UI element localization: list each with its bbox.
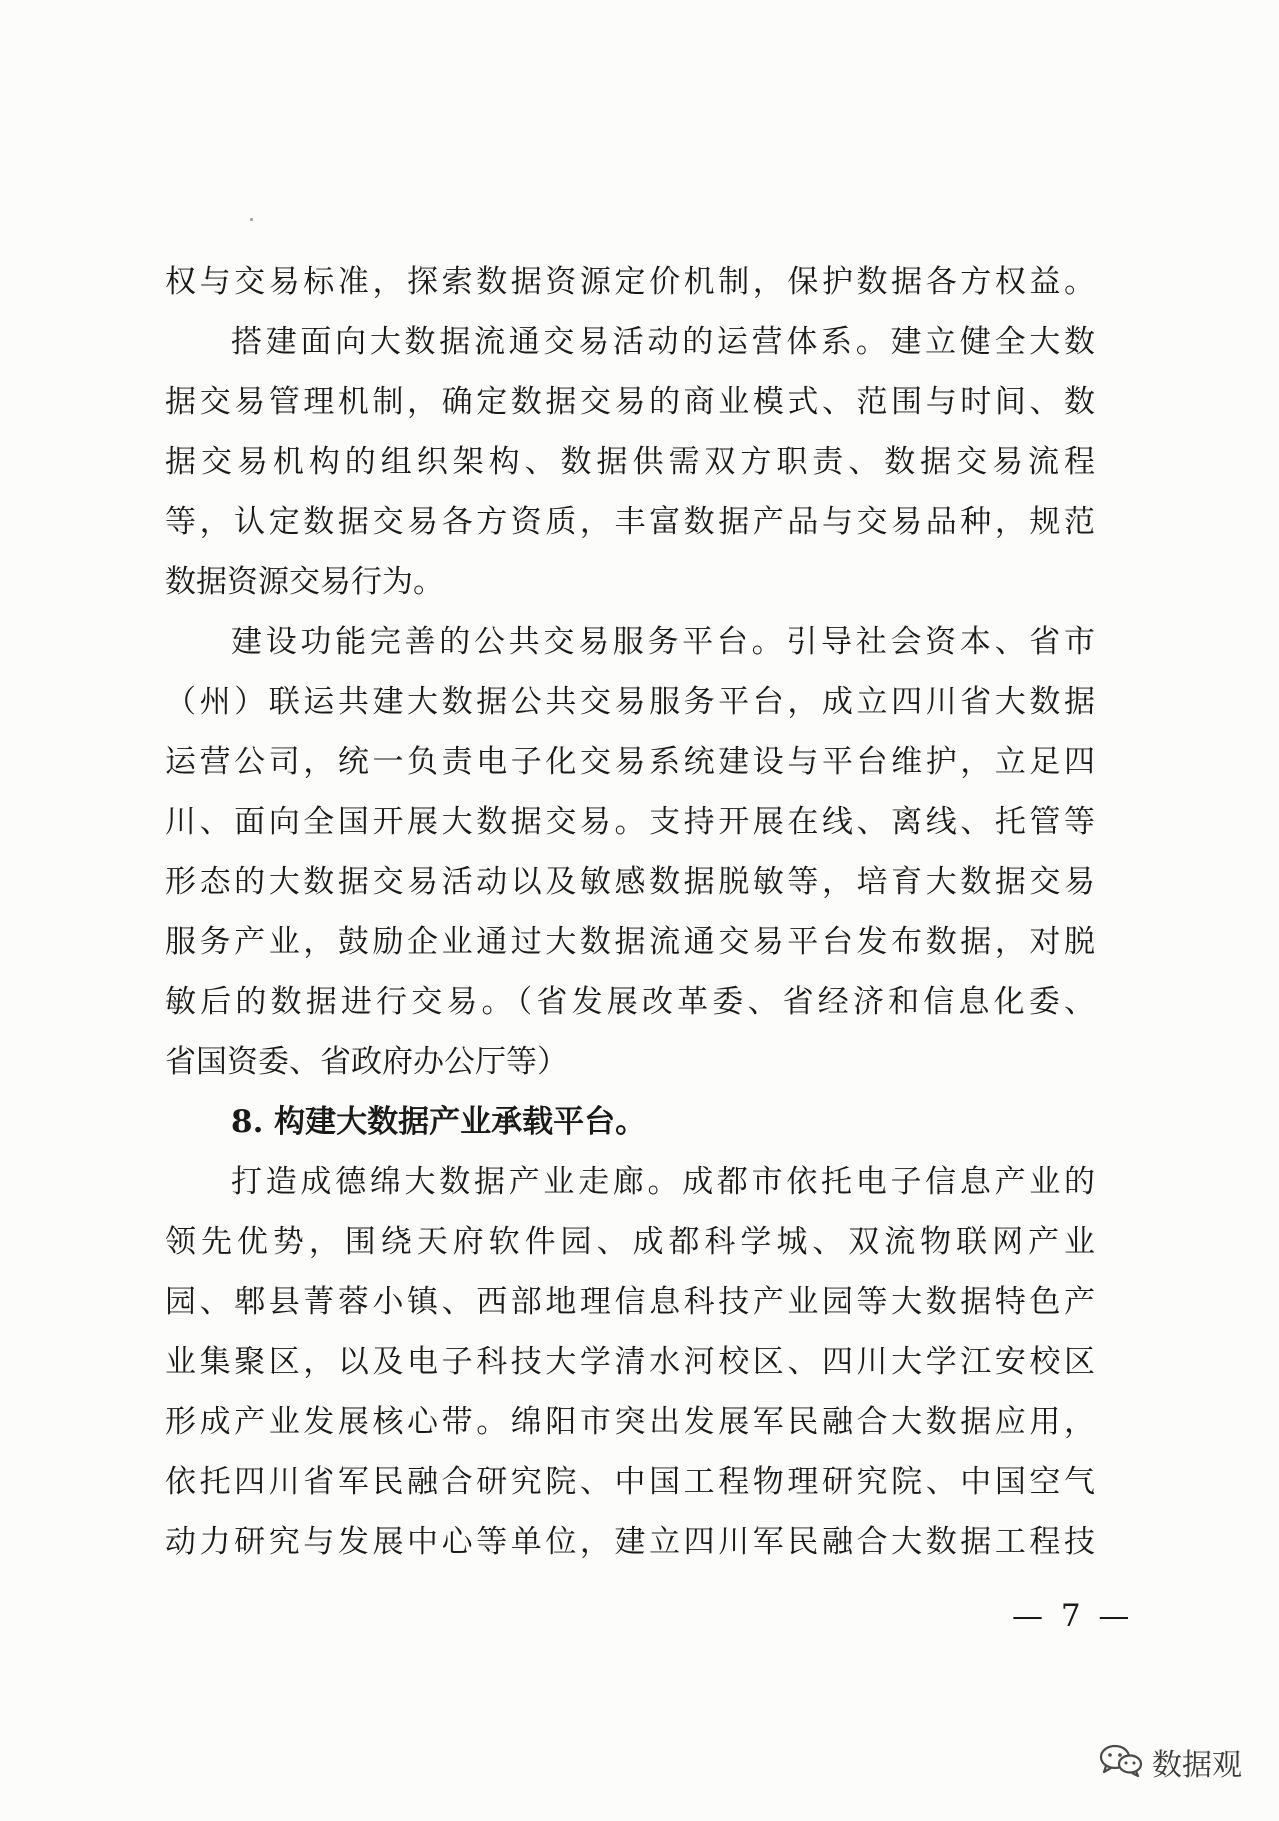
text-line: 业集聚区，以及电子科技大学清水河校区、四川大学江安校区 (165, 1344, 1095, 1380)
text-line: 川、面向全国开展大数据交易。支持开展在线、离线、托管等 (165, 804, 1095, 840)
section-heading: 8. 构建大数据产业承载平台。 (231, 1104, 647, 1140)
document-body (165, 252, 1095, 1572)
scan-speck (250, 218, 253, 221)
text-line: 领先优势，围绕天府软件园、成都科学城、双流物联网产业 (165, 1224, 1095, 1260)
text-line: 形成产业发展核心带。绵阳市突出发展军民融合大数据应用， (165, 1404, 1095, 1440)
text-line: 搭建面向大数据流通交易活动的运营体系。建立健全大数 (231, 324, 1095, 360)
text-line: 据交易机构的组织架构、数据供需双方职责、数据交易流程 (165, 444, 1095, 480)
text-line: 权与交易标准，探索数据资源定价机制，保护数据各方权益。 (165, 264, 1095, 300)
wechat-icon (1098, 1742, 1144, 1782)
text-line: 建设功能完善的公共交易服务平台。引导社会资本、省市 (231, 624, 1095, 660)
text-line: 运营公司，统一负责电子化交易系统建设与平台维护，立足四 (165, 744, 1095, 780)
text-line: 形态的大数据交易活动以及敏感数据脱敏等，培育大数据交易 (165, 864, 1095, 900)
text-line: （州）联运共建大数据公共交易服务平台，成立四川省大数据 (165, 684, 1095, 720)
text-line: 数据资源交易行为。 (165, 564, 444, 600)
text-line: 等，认定数据交易各方资质，丰富数据产品与交易品种，规范 (165, 504, 1095, 540)
text-line: 据交易管理机制，确定数据交易的商业模式、范围与时间、数 (165, 384, 1095, 420)
text-line: 依托四川省军民融合研究院、中国工程物理研究院、中国空气 (165, 1464, 1095, 1500)
text-line: 服务产业，鼓励企业通过大数据流通交易平台发布数据，对脱 (165, 924, 1095, 960)
text-line: 动力研究与发展中心等单位，建立四川军民融合大数据工程技 (165, 1524, 1095, 1560)
watermark (1098, 1742, 1242, 1782)
watermark-label: 数据观 (1152, 1748, 1242, 1783)
text-line: 敏后的数据进行交易。（省发展改革委、省经济和信息化委、 (165, 984, 1095, 1020)
text-line: 打造成德绵大数据产业走廊。成都市依托电子信息产业的 (231, 1164, 1095, 1200)
text-line: 园、郫县菁蓉小镇、西部地理信息科技产业园等大数据特色产 (165, 1284, 1095, 1320)
text-line: 省国资委、省政府办公厅等） (165, 1044, 568, 1080)
page-number: — 7 — (1012, 1598, 1134, 1634)
